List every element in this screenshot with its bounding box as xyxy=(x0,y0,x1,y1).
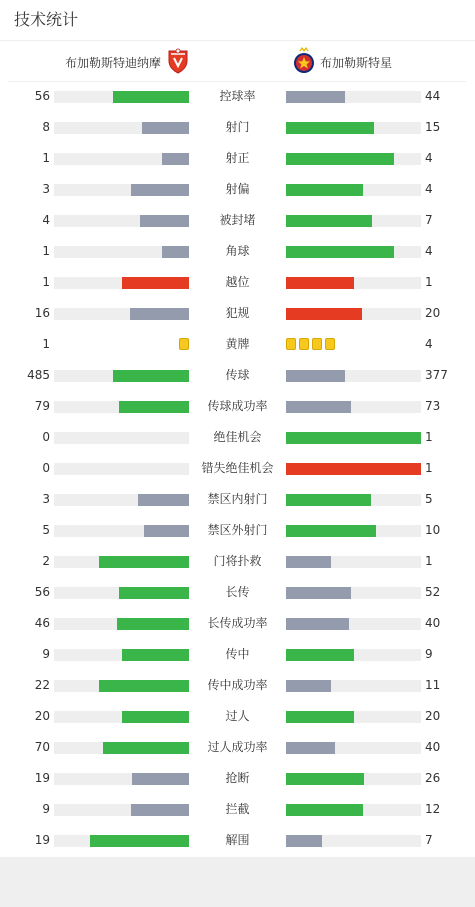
home-bar-track xyxy=(54,246,189,258)
home-stat-value: 4 xyxy=(42,213,50,227)
yellow-card-icon xyxy=(325,338,335,350)
home-stat-value: 9 xyxy=(42,802,50,816)
home-bar-fill xyxy=(138,494,189,506)
stat-label: 射偏 xyxy=(225,182,250,196)
away-stat-value: 40 xyxy=(425,740,441,754)
home-stat-value: 16 xyxy=(34,306,50,320)
away-stat-value: 4 xyxy=(425,244,433,258)
away-bar-fill xyxy=(286,618,349,630)
yellow-card-icon xyxy=(179,338,189,350)
away-stat-value: 7 xyxy=(425,213,433,227)
stat-label: 过人 xyxy=(225,709,250,723)
home-bar-track xyxy=(54,277,189,289)
away-bar-track xyxy=(286,308,421,320)
away-bar-track xyxy=(286,835,421,847)
away-bar-fill xyxy=(286,91,345,103)
stat-row xyxy=(0,422,475,453)
home-bar-track xyxy=(54,122,189,134)
home-yellow-cards xyxy=(179,338,189,351)
stat-row xyxy=(0,639,475,670)
home-bar-fill xyxy=(131,804,189,816)
away-bar-track xyxy=(286,711,421,723)
home-bar-track xyxy=(54,587,189,599)
away-stat-value: 4 xyxy=(425,151,433,165)
home-bar-track xyxy=(54,463,189,475)
away-stat-value: 15 xyxy=(425,120,441,134)
home-stat-value: 8 xyxy=(42,120,50,134)
away-bar-fill xyxy=(286,370,345,382)
home-bar-track xyxy=(54,773,189,785)
home-stat-value: 9 xyxy=(42,647,50,661)
stat-row xyxy=(0,546,475,577)
home-bar-track xyxy=(54,835,189,847)
home-bar-track xyxy=(54,370,189,382)
home-stat-value: 0 xyxy=(42,430,50,444)
home-stat-value: 19 xyxy=(34,771,50,785)
home-bar-track xyxy=(54,649,189,661)
stat-row xyxy=(0,670,475,701)
stat-row xyxy=(0,236,475,267)
stat-row xyxy=(0,825,475,856)
home-stat-value: 70 xyxy=(34,740,50,754)
dinamo-crest-icon xyxy=(166,48,190,77)
home-bar-fill xyxy=(144,525,189,537)
home-bar-fill xyxy=(113,91,189,103)
home-stat-value: 1 xyxy=(42,244,50,258)
away-bar-track xyxy=(286,680,421,692)
stat-row xyxy=(0,577,475,608)
away-stat-value: 40 xyxy=(425,616,441,630)
stat-row xyxy=(0,453,475,484)
home-bar-track xyxy=(54,184,189,196)
home-bar-fill xyxy=(142,122,189,134)
away-bar-track xyxy=(286,463,421,475)
stat-row xyxy=(0,298,475,329)
home-bar-track xyxy=(54,215,189,227)
away-stat-value: 5 xyxy=(425,492,433,506)
away-bar-track xyxy=(286,370,421,382)
away-bar-fill xyxy=(286,153,394,165)
home-bar-track xyxy=(54,432,189,444)
away-bar-fill xyxy=(286,525,376,537)
home-stat-value: 1 xyxy=(42,337,50,351)
steaua-crest-icon xyxy=(292,47,316,78)
away-bar-track xyxy=(286,773,421,785)
home-stat-value: 0 xyxy=(42,461,50,475)
home-bar-fill xyxy=(162,153,189,165)
home-stat-value: 56 xyxy=(34,89,50,103)
stat-label: 犯规 xyxy=(225,306,250,320)
stat-row xyxy=(0,360,475,391)
away-bar-track xyxy=(286,246,421,258)
home-bar-fill xyxy=(132,773,189,785)
away-bar-fill xyxy=(286,556,331,568)
stat-label: 抢断 xyxy=(225,771,250,785)
home-bar-fill xyxy=(140,215,189,227)
home-stat-value: 79 xyxy=(34,399,50,413)
home-bar-track xyxy=(54,742,189,754)
home-stat-value: 46 xyxy=(34,616,50,630)
away-stat-value: 12 xyxy=(425,802,441,816)
stat-label: 绝佳机会 xyxy=(213,430,262,444)
home-bar-fill xyxy=(122,277,190,289)
home-bar-fill xyxy=(119,587,189,599)
away-bar-track xyxy=(286,556,421,568)
away-bar-fill xyxy=(286,494,371,506)
home-bar-track xyxy=(54,153,189,165)
home-bar-track xyxy=(54,401,189,413)
away-stat-value: 1 xyxy=(425,275,433,289)
stat-row xyxy=(0,174,475,205)
away-bar-track xyxy=(286,432,421,444)
home-stat-value: 3 xyxy=(42,492,50,506)
away-bar-fill xyxy=(286,711,354,723)
stat-label: 传球成功率 xyxy=(207,399,268,413)
home-bar-track xyxy=(54,308,189,320)
away-stat-value: 10 xyxy=(425,523,441,537)
stat-label: 控球率 xyxy=(219,89,256,103)
away-bar-fill xyxy=(286,184,363,196)
away-bar-track xyxy=(286,494,421,506)
away-bar-fill xyxy=(286,401,351,413)
away-bar-track xyxy=(286,804,421,816)
stat-label: 过人成功率 xyxy=(207,740,268,754)
away-bar-fill xyxy=(286,432,421,444)
stat-label: 长传 xyxy=(225,585,250,599)
away-stat-value: 4 xyxy=(425,337,433,351)
away-bar-track xyxy=(286,153,421,165)
stat-row xyxy=(0,391,475,422)
stat-label: 错失绝佳机会 xyxy=(201,461,274,475)
away-bar-fill xyxy=(286,463,421,475)
stat-row xyxy=(0,112,475,143)
home-bar-track xyxy=(54,525,189,537)
away-bar-fill xyxy=(286,215,372,227)
away-stat-value: 26 xyxy=(425,771,441,785)
away-yellow-cards xyxy=(286,338,335,351)
away-bar-fill xyxy=(286,122,374,134)
home-bar-fill xyxy=(90,835,189,847)
away-stat-value: 52 xyxy=(425,585,441,599)
home-bar-track xyxy=(54,804,189,816)
away-bar-track xyxy=(286,91,421,103)
away-bar-fill xyxy=(286,246,394,258)
home-stat-value: 56 xyxy=(34,585,50,599)
stat-label: 传中 xyxy=(225,647,250,661)
stat-label: 传中成功率 xyxy=(207,678,268,692)
home-stat-value: 1 xyxy=(42,151,50,165)
home-stat-value: 1 xyxy=(42,275,50,289)
home-bar-fill xyxy=(117,618,189,630)
home-bar-track xyxy=(54,711,189,723)
home-stat-value: 2 xyxy=(42,554,50,568)
stat-label: 射门 xyxy=(225,120,250,134)
stat-label: 越位 xyxy=(225,275,250,289)
home-stat-value: 19 xyxy=(34,833,50,847)
home-bar-fill xyxy=(119,401,189,413)
away-bar-track xyxy=(286,587,421,599)
away-stat-value: 1 xyxy=(425,430,433,444)
stat-row xyxy=(0,732,475,763)
away-bar-track xyxy=(286,618,421,630)
stat-label: 被封堵 xyxy=(219,213,256,227)
away-stat-value: 377 xyxy=(425,368,448,382)
away-team[interactable] xyxy=(292,48,472,76)
home-bar-track xyxy=(54,618,189,630)
yellow-card-icon xyxy=(299,338,309,350)
home-team-name: 布加勒斯特迪纳摩 xyxy=(64,55,161,70)
home-bar-track xyxy=(54,556,189,568)
away-bar-track xyxy=(286,649,421,661)
home-stat-value: 20 xyxy=(34,709,50,723)
stat-label: 传球 xyxy=(225,368,250,382)
stat-row xyxy=(0,81,475,112)
away-stat-value: 1 xyxy=(425,554,433,568)
away-stat-value: 1 xyxy=(425,461,433,475)
away-bar-track xyxy=(286,277,421,289)
yellow-card-icon xyxy=(312,338,322,350)
away-bar-fill xyxy=(286,835,322,847)
stat-row xyxy=(0,794,475,825)
away-bar-track xyxy=(286,122,421,134)
stat-label: 解围 xyxy=(225,833,250,847)
home-bar-fill xyxy=(99,556,189,568)
page-title: 技术统计 xyxy=(14,10,79,29)
stat-row xyxy=(0,205,475,236)
home-bar-fill xyxy=(162,246,189,258)
away-stat-value: 9 xyxy=(425,647,433,661)
stat-label: 禁区内射门 xyxy=(207,492,268,506)
stat-row xyxy=(0,329,475,360)
away-bar-track xyxy=(286,742,421,754)
yellow-card-icon xyxy=(286,338,296,350)
away-bar-fill xyxy=(286,742,335,754)
away-bar-fill xyxy=(286,680,331,692)
away-stat-value: 44 xyxy=(425,89,441,103)
home-bar-fill xyxy=(122,711,190,723)
stat-row xyxy=(0,484,475,515)
divider xyxy=(0,40,475,41)
away-team-name: 布加勒斯特星 xyxy=(320,55,393,70)
home-team[interactable] xyxy=(0,48,190,76)
away-bar-fill xyxy=(286,587,351,599)
stat-label: 禁区外射门 xyxy=(207,523,268,537)
stat-row xyxy=(0,515,475,546)
home-bar-fill xyxy=(103,742,189,754)
home-bar-fill xyxy=(113,370,189,382)
stat-label: 角球 xyxy=(225,244,250,258)
away-stat-value: 20 xyxy=(425,306,441,320)
away-bar-track xyxy=(286,215,421,227)
away-stat-value: 11 xyxy=(425,678,441,692)
away-stat-value: 73 xyxy=(425,399,441,413)
stat-row xyxy=(0,763,475,794)
away-bar-fill xyxy=(286,277,354,289)
stat-row xyxy=(0,701,475,732)
away-bar-track xyxy=(286,401,421,413)
stat-label: 长传成功率 xyxy=(207,616,268,630)
stat-label: 门将扑救 xyxy=(213,554,262,568)
home-bar-track xyxy=(54,680,189,692)
away-bar-track xyxy=(286,525,421,537)
stat-row xyxy=(0,267,475,298)
away-stat-value: 7 xyxy=(425,833,433,847)
home-bar-fill xyxy=(131,184,189,196)
home-stat-value: 3 xyxy=(42,182,50,196)
home-bar-fill xyxy=(130,308,189,320)
away-stat-value: 20 xyxy=(425,709,441,723)
home-bar-track xyxy=(54,91,189,103)
home-bar-fill xyxy=(122,649,190,661)
home-bar-fill xyxy=(99,680,189,692)
away-bar-fill xyxy=(286,649,354,661)
stat-label: 拦截 xyxy=(225,802,250,816)
stat-label: 射正 xyxy=(225,151,250,165)
home-bar-track xyxy=(54,494,189,506)
home-stat-value: 22 xyxy=(34,678,50,692)
away-bar-fill xyxy=(286,308,362,320)
home-stat-value: 485 xyxy=(27,368,50,382)
away-bar-fill xyxy=(286,773,364,785)
away-stat-value: 4 xyxy=(425,182,433,196)
away-bar-track xyxy=(286,184,421,196)
stat-row xyxy=(0,143,475,174)
home-stat-value: 5 xyxy=(42,523,50,537)
stat-row xyxy=(0,608,475,639)
stat-label: 黄牌 xyxy=(225,337,250,351)
away-bar-fill xyxy=(286,804,363,816)
